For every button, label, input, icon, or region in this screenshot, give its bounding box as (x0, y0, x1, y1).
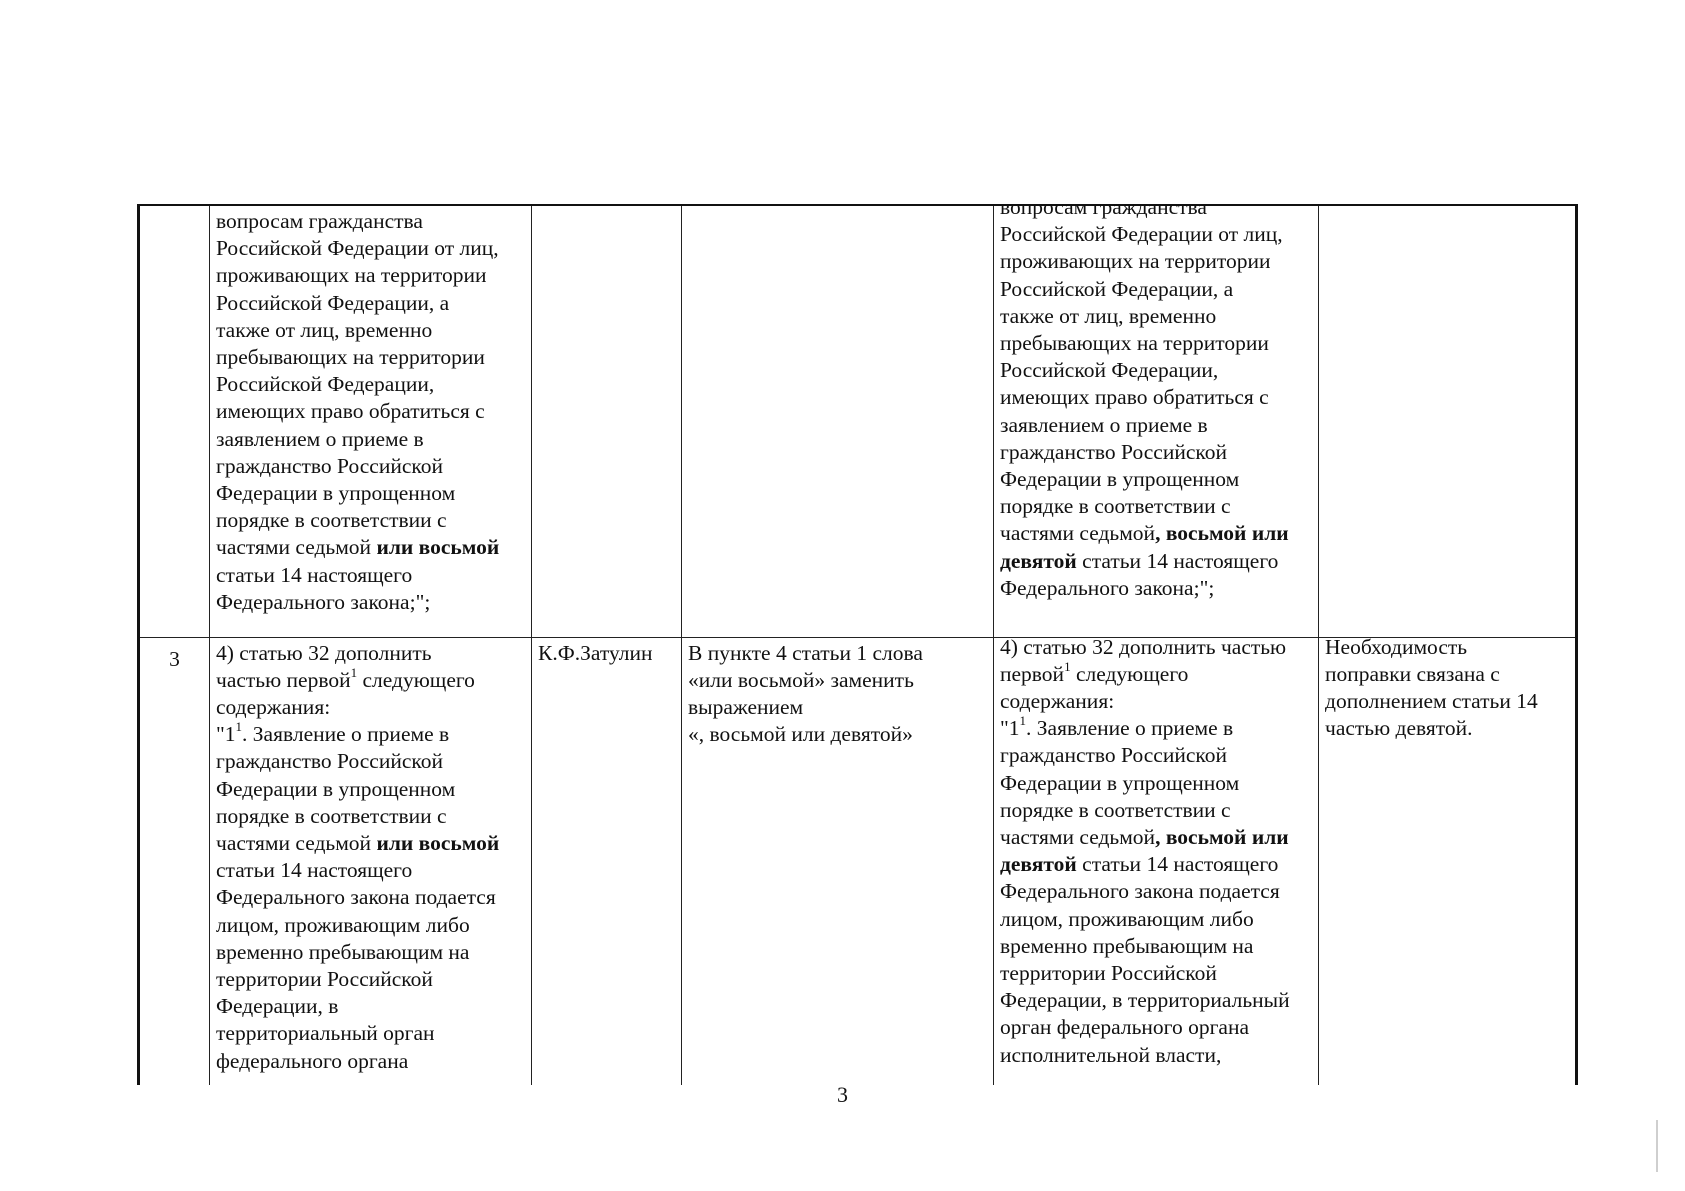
text-run: следующего содержания: "1 (1000, 661, 1189, 741)
bold-text-run: , восьмой или девятой (1000, 824, 1289, 877)
table-row (139, 637, 1577, 1085)
superscript: 1 (350, 664, 358, 680)
text-run: статьи 14 настоящего Федерального закона подается лицом, проживающим либо временно пребывающим на территории Российской Федерации, в территориальный орган федерального органа (216, 858, 496, 1073)
text-run: 4) статью 32 дополнить частью первой (216, 640, 432, 692)
text-run: . Заявление о приеме в гражданство Российской Федерации в упрощенном порядке в соответствии с частями седьмой (216, 722, 456, 855)
amendments-table (137, 195, 1578, 1085)
new-wording-text (1000, 634, 1312, 1069)
law-text-cell (210, 205, 532, 637)
text-run: 4) статью 32 дополнить частью первой (1000, 634, 1287, 686)
row-number-cell (139, 205, 210, 637)
superscript: 1 (1019, 712, 1027, 728)
page-number: 3 (837, 1082, 848, 1107)
proposal-text: В пункте 4 статьи 1 слова «или восьмой» заменить выражением «, восьмой или девятой» (688, 640, 923, 747)
new-wording-text (1000, 194, 1312, 602)
bold-text-run: , восьмой или девятой (1000, 521, 1289, 573)
text-run: . Заявление о приеме в гражданство Российской Федерации в упрощенном порядке в соответствии с частями седьмой (1000, 716, 1240, 849)
new-wording-cell (994, 634, 1319, 1085)
reason-text: Необходимость поправки связана с дополнением статьи 14 частью девятой. (1325, 634, 1538, 741)
text-run: вопросам гражданства Российской Федерации от лиц, проживающих на территории Российской Федерации, а также от лиц, временно пребывающих на территории Российской Федерации, имеющих право обратиться с заявлением о приеме в гражданство Российской Федерации в упрощенном порядке в соответствии с частями седьмой (1000, 195, 1283, 546)
text-run: следующего содержания: "1 (216, 667, 475, 747)
table-row (139, 205, 1577, 637)
text-run: статьи 14 настоящего Федерального закона подается лицом, проживающим либо временно пребывающим на территории Российской Федерации, в территориальный орган федерального органа исполнительной власти, (1000, 852, 1290, 1067)
proposal-cell (682, 637, 994, 1085)
reason-cell (1319, 205, 1577, 637)
text-run: статьи 14 настоящего Федерального закона;"; (216, 562, 431, 614)
row-number: 3 (169, 646, 180, 671)
author-cell (532, 637, 682, 1085)
proposal-cell (682, 205, 994, 637)
law-text (216, 208, 525, 616)
author-name: К.Ф.Затулин (538, 640, 653, 665)
row-number-cell (139, 637, 210, 1085)
superscript: 1 (235, 718, 243, 734)
superscript: 1 (1064, 658, 1071, 674)
scan-artifact (1656, 1120, 1658, 1172)
law-text (216, 640, 525, 1075)
reason-cell (1319, 634, 1577, 1085)
text-run: вопросам гражданства Российской Федерации от лиц, проживающих на территории Российской Федерации, а также от лиц, временно пребывающих на территории Российской Федерации, имеющих право обратиться с заявлением о приеме в гражданство Российской Федерации в упрощенном порядке в соответствии с частями седьмой (216, 209, 499, 560)
bold-text-run: или восьмой (376, 830, 500, 855)
author-cell (532, 205, 682, 637)
new-wording-cell (994, 195, 1319, 637)
law-text-cell (210, 637, 532, 1085)
bold-text-run: или восьмой (376, 535, 500, 560)
text-run: статьи 14 настоящего Федерального закона;"; (1000, 548, 1279, 600)
